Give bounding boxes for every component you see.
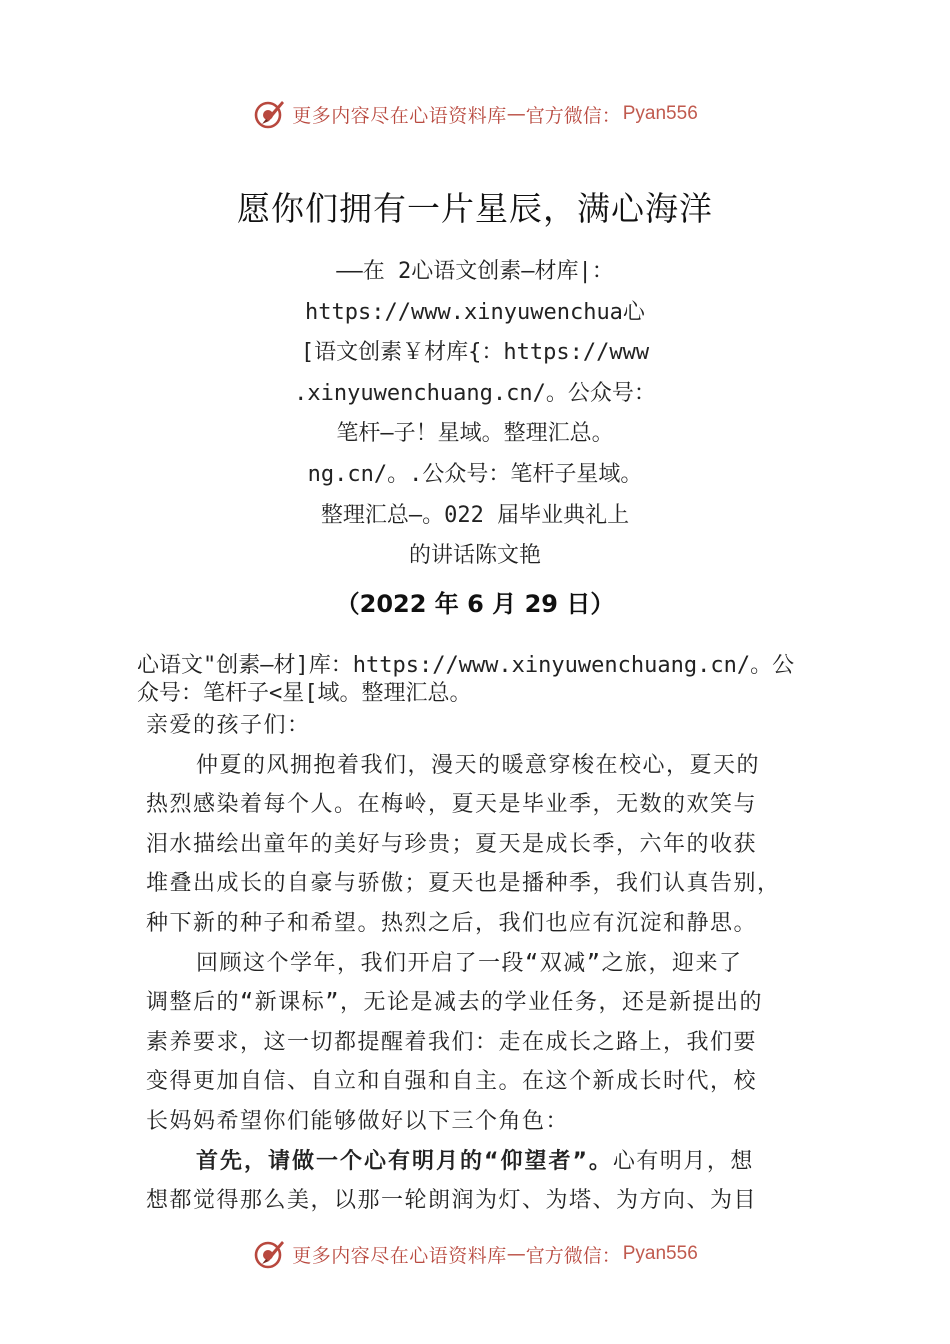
- banner-dash: —: [506, 1243, 526, 1265]
- speech-date: （2022 年 6 月 29 日）: [335, 590, 615, 618]
- source-line: 众号：笔杆子<星[域。整理汇总。: [137, 681, 472, 706]
- subtitle-line: ng.cn/。.公众号：笔杆子星域。: [307, 461, 643, 487]
- paragraph-text: 心有明月，想: [612, 1148, 754, 1174]
- footer-banner: [0, 1232, 950, 1276]
- banner-brand: 更多内容尽在心语资料库: [292, 104, 507, 127]
- quill-logo-icon: [252, 97, 286, 131]
- paragraph-line: 调整后的“新课标”，无论是减去的学业任务，还是新提出的: [146, 990, 763, 1016]
- subtitle-line: 笔杆—子！星域。整理汇总。: [336, 421, 614, 447]
- subtitle-line: .xinyuwenchuang.cn/。公众号：: [294, 380, 656, 406]
- header-banner: [0, 92, 950, 136]
- source-line: 心语文"创素—材]库：https://www.xinyuwenchuang.cn/。公: [137, 653, 795, 678]
- paragraph-line: 回顾这个学年，我们开启了一段“双减”之旅，迎来了: [196, 950, 743, 976]
- subtitle-line: 的讲话陈文艳: [408, 543, 541, 569]
- source-note: [137, 652, 837, 708]
- page-title: 愿你们拥有一片星辰，满心海洋: [237, 189, 713, 228]
- subtitle-line: [语文创素￥材库{：https://www: [300, 340, 650, 366]
- banner-wechat-id: Pyan556: [622, 103, 698, 124]
- banner-wechat-label: 官方微信：: [525, 104, 621, 127]
- body-text: [146, 706, 816, 1221]
- subtitle-line: ——在 2心语文创素—材库|：: [336, 259, 614, 284]
- banner-dash: —: [506, 103, 526, 125]
- paragraph-line: 热烈感染着每个人。在梅岭，夏天是毕业季，无数的欢笑与: [146, 792, 758, 818]
- paragraph-line: 想都觉得那么美，以那一轮朗润为灯、为塔、为方向、为目: [146, 1188, 758, 1214]
- subtitle-line: https://www.xinyuwenchua心: [305, 299, 645, 325]
- paragraph-line: 长妈妈希望你们能够做好以下三个角色：: [146, 1108, 570, 1134]
- paragraph-line: 泪水描绘出童年的美好与珍贵；夏天是成长季，六年的收获: [146, 831, 758, 857]
- banner-wechat-label: 官方微信：: [525, 1244, 621, 1267]
- greeting: 亲爱的孩子们：: [146, 713, 311, 738]
- paragraph-line: 种下新的种子和希望。热烈之后，我们也应有沉淀和静思。: [146, 910, 758, 936]
- bold-heading: 首先，请做一个心有明月的“仰望者”。: [196, 1148, 613, 1174]
- banner-wechat-id: Pyan556: [622, 1243, 698, 1264]
- paragraph-line: 变得更加自信、自立和自强和自主。在这个新成长时代，校: [146, 1069, 758, 1095]
- paragraph-line: 素养要求，这一切都提醒着我们：走在成长之路上，我们要: [146, 1029, 758, 1055]
- subtitle-line: 整理汇总—。022 届毕业典礼上: [320, 502, 630, 528]
- paragraph-line: [146, 1142, 816, 1182]
- quill-logo-icon: [252, 1237, 286, 1271]
- paragraph-line: 堆叠出成长的自豪与骄傲；夏天也是播种季，我们认真告别，: [146, 871, 781, 897]
- paragraph-line: 仲夏的风拥抱着我们，漫天的暖意穿梭在校心，夏天的: [196, 752, 761, 778]
- banner-brand: 更多内容尽在心语资料库: [292, 1244, 507, 1267]
- subtitle-block: [230, 252, 720, 577]
